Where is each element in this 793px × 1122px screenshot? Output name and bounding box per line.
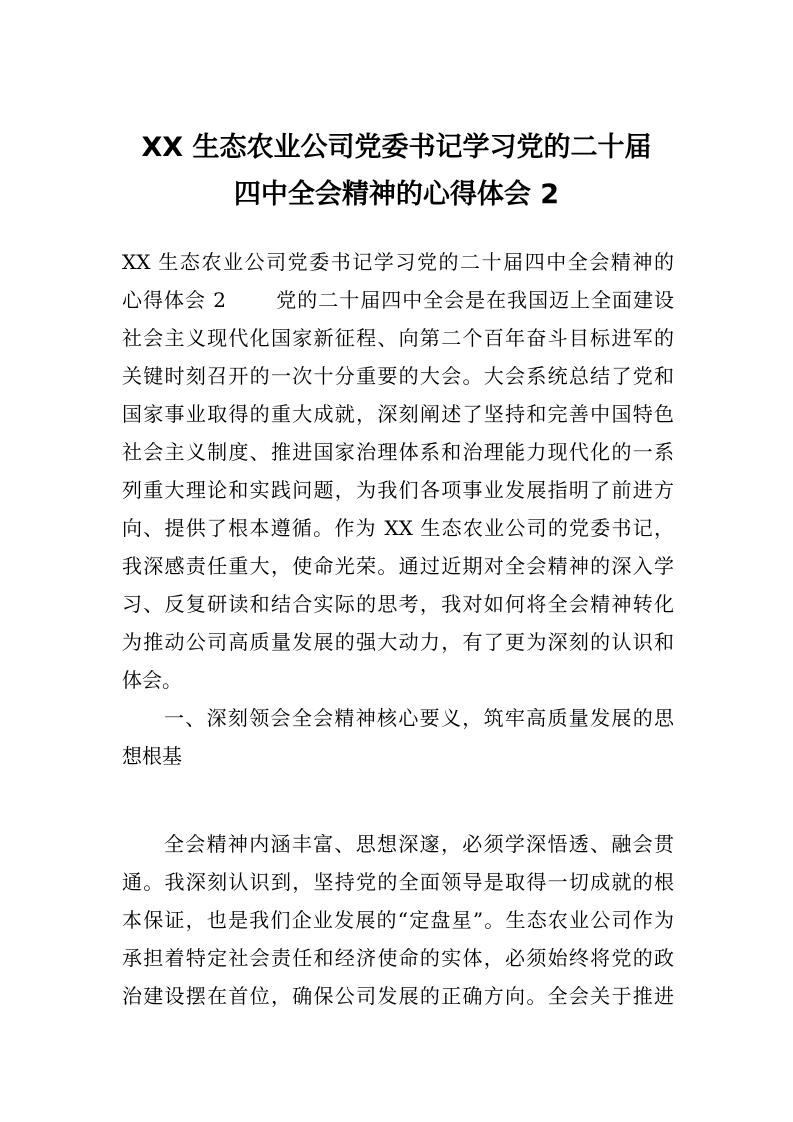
section-heading-paragraph: [122, 699, 674, 775]
intro-paragraph: [122, 243, 674, 699]
section-heading-line: 想根基: [122, 744, 182, 768]
text-line: 社会主义现代化国家新征程、向第二个百年奋斗目标进军的: [122, 326, 674, 350]
text-line: 我深感责任重大，使命光荣。通过近期对全会精神的深入学: [122, 554, 674, 578]
text-line: 关键时刻召开的一次十分重要的大会。大会系统总结了党和: [122, 364, 674, 388]
body-paragraph: [122, 825, 674, 1015]
text-line: 心得体会 2 党的二十届四中全会是在我国迈上全面建设: [122, 288, 674, 312]
text-line: 习、反复研读和结合实际的思考，我对如何将全会精神转化: [122, 592, 674, 616]
text-line: 全会精神内涵丰富、思想深邃，必须学深悟透、融会贯: [164, 832, 674, 856]
text-line: 治建设摆在首位，确保公司发展的正确方向。全会关于推进: [122, 984, 674, 1008]
text-line: XX 生态农业公司党委书记学习党的二十届四中全会精神的: [122, 250, 674, 274]
text-line: 社会主义制度、推进国家治理体系和治理能力现代化的一系: [122, 440, 674, 464]
text-line: 向、提供了根本遵循。作为 XX 生态农业公司的党委书记，: [122, 516, 674, 540]
section-heading-line: 一、深刻领会全会精神核心要义，筑牢高质量发展的思: [164, 706, 674, 730]
text-line: 体会。: [122, 668, 182, 692]
text-line: 通。我深刻认识到，坚持党的全面领导是取得一切成就的根: [122, 870, 674, 894]
text-line: 承担着特定社会责任和经济使命的实体，必须始终将党的政: [122, 946, 674, 970]
text-line: 本保证，也是我们企业发展的“定盘星”。生态农业公司作为: [122, 908, 674, 932]
text-line: 列重大理论和实践问题，为我们各项事业发展指明了前进方: [122, 478, 674, 502]
text-line: 为推动公司高质量发展的强大动力，有了更为深刻的认识和: [122, 630, 674, 654]
document-title-line-1: XX 生态农业公司党委书记学习党的二十届: [141, 132, 652, 163]
document-title-line-2: 四中全会精神的心得体会 2: [233, 179, 560, 210]
text-line: 国家事业取得的重大成就，深刻阐述了坚持和完善中国特色: [122, 402, 674, 426]
